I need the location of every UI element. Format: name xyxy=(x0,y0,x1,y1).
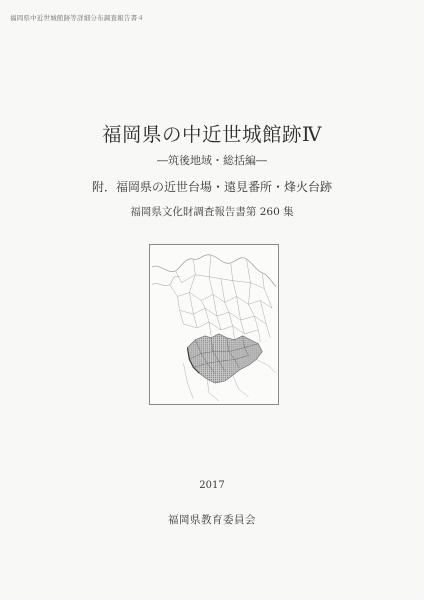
prefecture-map xyxy=(149,244,279,405)
series-number: 福岡県文化財調査報告書第 260 集 xyxy=(130,206,294,218)
report-subtitle: ―筑後地域・総括編― xyxy=(157,154,267,167)
prefecture-map-icon xyxy=(150,245,278,404)
appendix-title: 附．福岡県の近世台場・遠見番所・烽火台跡 xyxy=(91,180,332,194)
series-header-note: 福岡県中近世城館跡等詳細分布調査報告書４ xyxy=(10,14,144,22)
publisher: 福岡県教育委員会 xyxy=(168,514,256,526)
publication-year: 2017 xyxy=(199,480,225,491)
report-title: 福岡県の中近世城館跡Ⅳ xyxy=(102,123,322,146)
